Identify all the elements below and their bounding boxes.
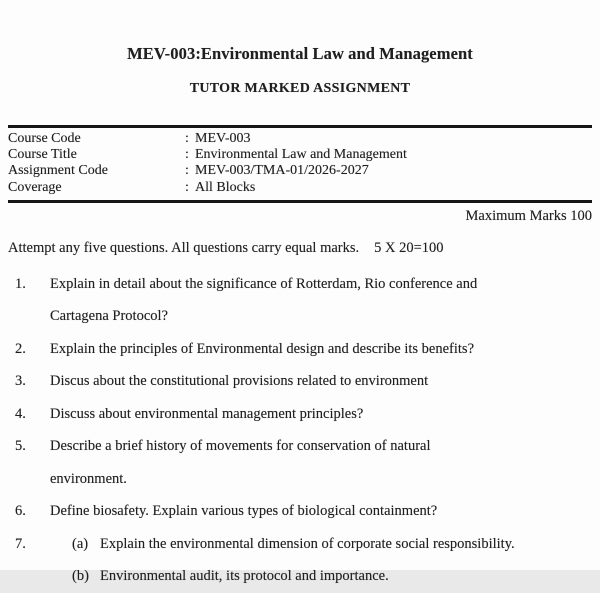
question-text: Explain in detail about the significance of Rotterdam, Rio conference and Cartagena Protocol? [50,275,478,325]
question-number: 3. [15,373,26,390]
question-text: Discus about the constitutional provisions related to environment [50,373,429,390]
table-row [8,163,592,179]
instruction-line [8,240,592,257]
row-value: All Blocks [195,179,256,195]
row-value: Environmental Law and Management [195,147,407,163]
question-item [8,528,592,593]
page-subtitle: TUTOR MARKED ASSIGNMENT [189,81,411,96]
question-item [8,365,592,397]
row-label: Coverage [8,179,62,195]
question-number: 4. [15,405,26,422]
row-label: Course Title [8,147,77,163]
question-subpart [50,560,592,592]
question-text: Discuss about environmental management principles? [50,405,364,422]
question-number: 1. [15,275,26,292]
subpart-label: (a) [72,535,89,552]
question-number: 7. [15,535,26,552]
row-separator: : [185,147,189,163]
course-info-table [8,125,592,203]
question-number: 6. [15,503,26,520]
table-row [8,147,592,163]
row-separator: : [185,179,189,195]
question-text: Describe a brief history of movements for conservation of natural environment. [50,438,431,487]
table-row [8,180,592,196]
question-list [8,268,592,593]
table-row [8,131,592,147]
row-label: Course Code [8,131,81,146]
question-subparts [50,528,592,593]
subpart-text: Explain the environmental dimension of corporate social responsibility. [100,535,515,552]
question-item [8,333,592,365]
maximum-marks: Maximum Marks 100 [465,207,592,224]
question-item [8,430,592,495]
question-item [8,398,592,430]
question-subpart [50,528,592,560]
subpart-label: (b) [72,568,89,585]
question-text: Explain the principles of Environmental design and describe its benefits? [50,340,475,357]
row-separator: : [185,163,189,179]
subpart-text: Environmental audit, its protocol and importance. [100,568,389,585]
row-value: MEV-003 [195,131,251,146]
instruction-text: Attempt any five questions. All questions carry equal marks. [8,239,360,256]
row-value: MEV-003/TMA-01/2026-2027 [195,163,369,179]
row-label: Assignment Code [8,163,108,179]
question-item [8,495,592,527]
question-number: 5. [15,438,26,455]
question-number: 2. [15,340,26,357]
question-item [8,268,592,333]
marks-formula: 5 X 20=100 [374,239,444,256]
page-title: MEV-003:Environmental Law and Management [127,44,473,63]
row-separator: : [185,131,189,146]
question-text: Define biosafety. Explain various types of biological containment? [50,503,438,520]
